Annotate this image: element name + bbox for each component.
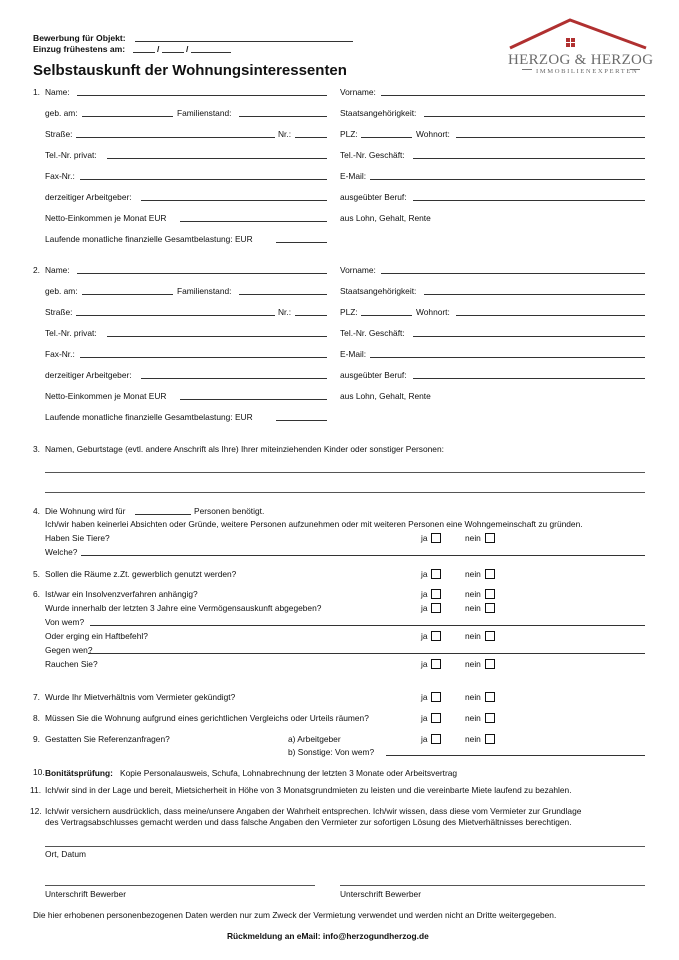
- contact-email: Rückmeldung an eMail: info@herzogundherzog.de: [227, 931, 429, 941]
- vorname-label: Vorname:: [340, 87, 376, 97]
- name-label: Name:: [45, 265, 70, 275]
- lohn-label: aus Lohn, Gehalt, Rente: [340, 391, 431, 401]
- einzug-day-field[interactable]: [133, 52, 155, 53]
- rauchen-ja-checkbox[interactable]: [431, 659, 441, 669]
- q3-text: Namen, Geburtstage (evtl. andere Anschrift als Ihre) Ihrer miteinziehenden Kinder oder sonstiger Personen:: [45, 444, 444, 454]
- q9-sonstige-label: b) Sonstige: Von wem?: [288, 747, 375, 757]
- fax-field[interactable]: [80, 179, 327, 180]
- signature-1-line[interactable]: [45, 885, 315, 886]
- privacy-notice: Die hier erhobenen personenbezogenen Daten werden nur zum Zweck der Vermietung verwendet und werden nicht an Dritte weitergegeben.: [33, 910, 557, 920]
- familienstand-field[interactable]: [239, 116, 327, 117]
- nr-field[interactable]: [295, 315, 327, 316]
- q9-arbeitgeber-label: a) Arbeitgeber: [288, 734, 341, 744]
- vorname-label: Vorname:: [340, 265, 376, 275]
- q5-text: Sollen die Räume z.Zt. gewerblich genutzt werden?: [45, 569, 237, 579]
- vonwem-field[interactable]: [90, 625, 645, 626]
- plz-field[interactable]: [361, 315, 412, 316]
- vermoegen-ja-checkbox[interactable]: [431, 603, 441, 613]
- tel-geschaeft-label: Tel.-Nr. Geschäft:: [340, 150, 405, 160]
- gegenwen-field[interactable]: [88, 653, 645, 654]
- q7-nein-checkbox[interactable]: [485, 692, 495, 702]
- wohnort-label: Wohnort:: [416, 129, 450, 139]
- section-number-7: 7.: [33, 692, 40, 702]
- fax-field[interactable]: [80, 357, 327, 358]
- familienstand-label: Familienstand:: [177, 286, 232, 296]
- q5-ja-checkbox[interactable]: [431, 569, 441, 579]
- belastung-field[interactable]: [276, 242, 327, 243]
- netto-label: Netto-Einkommen je Monat EUR: [45, 391, 167, 401]
- q11-text: Ich/wir sind in der Lage und bereit, Mietsicherheit in Höhe von 3 Monatsgrundmieten zu leisten und die vereinbarte Miete laufend zu bezahlen.: [45, 785, 572, 795]
- nr-field[interactable]: [295, 137, 327, 138]
- staat-label: Staatsangehörigkeit:: [340, 108, 417, 118]
- section-number-3: 3.: [33, 444, 40, 454]
- q4-text-b: Personen benötigt.: [194, 506, 265, 516]
- staat-field[interactable]: [424, 116, 645, 117]
- wohnort-label: Wohnort:: [416, 307, 450, 317]
- signature-1-label: Unterschrift Bewerber: [45, 889, 126, 899]
- signature-2-label: Unterschrift Bewerber: [340, 889, 421, 899]
- familienstand-label: Familienstand:: [177, 108, 232, 118]
- insolvenz-ja-checkbox[interactable]: [431, 589, 441, 599]
- section-number-9: 9.: [33, 734, 40, 744]
- ja-label: ja: [421, 692, 428, 702]
- section-number-11: 11.: [30, 785, 42, 795]
- q4-persons-field[interactable]: [135, 514, 191, 515]
- belastung-label: Laufende monatliche finanzielle Gesamtbelastung: EUR: [45, 412, 253, 422]
- q3-line-2[interactable]: [45, 492, 645, 493]
- q9-nein-checkbox[interactable]: [485, 734, 495, 744]
- signature-2-line[interactable]: [340, 885, 645, 886]
- email-field[interactable]: [370, 179, 645, 180]
- strasse-field[interactable]: [76, 315, 275, 316]
- arbeitgeber-label: derzeitiger Arbeitgeber:: [45, 192, 132, 202]
- q10-text: Kopie Personalausweis, Schufa, Lohnabrechnung der letzten 3 Monate oder Arbeitsvertrag: [120, 768, 458, 778]
- q4-welche-label: Welche?: [45, 547, 78, 557]
- q12-line-2: des Vertragsabschlusses gemacht werden und dass falsche Angaben den Vermieter zur sofortigen Lösung des Mietverhältnisses berechtigen.: [45, 817, 572, 827]
- section-number-10: 10.: [33, 767, 45, 777]
- q6-haft-text: Oder erging ein Haftbefehl?: [45, 631, 148, 641]
- q7-text: Wurde Ihr Mietverhältnis vom Vermieter gekündigt?: [45, 692, 236, 702]
- q4-tiere-label: Haben Sie Tiere?: [45, 533, 110, 543]
- nein-label: nein: [465, 734, 481, 744]
- haft-ja-checkbox[interactable]: [431, 631, 441, 641]
- vorname-field[interactable]: [381, 273, 645, 274]
- q6-gegenwen-label: Gegen wen?: [45, 645, 93, 655]
- strasse-label: Straße:: [45, 307, 73, 317]
- section-number-1: 1.: [33, 87, 40, 97]
- familienstand-field[interactable]: [239, 294, 327, 295]
- logo-name: HERZOG & HERZOG: [508, 52, 654, 68]
- tel-privat-label: Tel.-Nr. privat:: [45, 150, 97, 160]
- tel-privat-label: Tel.-Nr. privat:: [45, 328, 97, 338]
- name-field[interactable]: [77, 273, 327, 274]
- plz-label: PLZ:: [340, 307, 358, 317]
- lohn-label: aus Lohn, Gehalt, Rente: [340, 213, 431, 223]
- geb-label: geb. am:: [45, 286, 78, 296]
- nr-label: Nr.:: [278, 307, 292, 317]
- geb-label: geb. am:: [45, 108, 78, 118]
- section-number-2: 2.: [33, 265, 40, 275]
- name-field[interactable]: [77, 95, 327, 96]
- netto-label: Netto-Einkommen je Monat EUR: [45, 213, 167, 223]
- sonstige-field[interactable]: [386, 755, 645, 756]
- section-number-6: 6.: [33, 589, 40, 599]
- arbeitgeber-label: derzeitiger Arbeitgeber:: [45, 370, 132, 380]
- einzug-sep-2: /: [186, 44, 189, 54]
- nein-label: nein: [465, 569, 481, 579]
- einzug-sep-1: /: [157, 44, 160, 54]
- belastung-field[interactable]: [276, 420, 327, 421]
- arbeitgeber-field[interactable]: [141, 378, 327, 379]
- q8-text: Müssen Sie die Wohnung aufgrund eines gerichtlichen Vergleichs oder Urteils räumen?: [45, 713, 369, 723]
- geb-field[interactable]: [82, 116, 173, 117]
- welche-field[interactable]: [81, 555, 645, 556]
- haft-nein-checkbox[interactable]: [485, 631, 495, 641]
- beruf-label: ausgeübter Beruf:: [340, 370, 407, 380]
- q4-text-a: Die Wohnung wird für: [45, 506, 126, 516]
- beruf-field[interactable]: [413, 378, 645, 379]
- q7-ja-checkbox[interactable]: [431, 692, 441, 702]
- section-number-12: 12.: [30, 806, 42, 816]
- nein-label: nein: [465, 589, 481, 599]
- strasse-label: Straße:: [45, 129, 73, 139]
- ja-label: ja: [421, 603, 428, 613]
- page-title: Selbstauskunft der Wohnungsinteressenten: [33, 62, 347, 79]
- q12-line-1: Ich/wir versichern ausdrücklich, dass meine/unsere Angaben der Wahrheit entsprechen. Ich/wir wissen, dass diese vom Vermieter zur Grundlage: [45, 806, 582, 816]
- beruf-field[interactable]: [413, 200, 645, 201]
- tiere-ja-checkbox[interactable]: [431, 533, 441, 543]
- tel-geschaeft-field[interactable]: [413, 158, 645, 159]
- netto-field[interactable]: [180, 399, 327, 400]
- einzug-label: Einzug frühestens am:: [33, 44, 126, 54]
- tiere-nein-checkbox[interactable]: [485, 533, 495, 543]
- q6-vermoegen-text: Wurde innerhalb der letzten 3 Jahre eine Vermögensauskunft abgegeben?: [45, 603, 322, 613]
- logo-rule-left: [522, 69, 532, 70]
- section-number-4: 4.: [33, 506, 40, 516]
- ja-label: ja: [421, 713, 428, 723]
- belastung-label: Laufende monatliche finanzielle Gesamtbelastung: EUR: [45, 234, 253, 244]
- nr-label: Nr.:: [278, 129, 292, 139]
- strasse-field[interactable]: [76, 137, 275, 138]
- rauchen-nein-checkbox[interactable]: [485, 659, 495, 669]
- ja-label: ja: [421, 631, 428, 641]
- section-number-8: 8.: [33, 713, 40, 723]
- logo-rule-right: [630, 69, 640, 70]
- nein-label: nein: [465, 692, 481, 702]
- tel-geschaeft-label: Tel.-Nr. Geschäft:: [340, 328, 405, 338]
- netto-field[interactable]: [180, 221, 327, 222]
- nein-label: nein: [465, 713, 481, 723]
- ja-label: ja: [421, 533, 428, 543]
- plz-field[interactable]: [361, 137, 412, 138]
- q8-ja-checkbox[interactable]: [431, 713, 441, 723]
- tel-geschaeft-field[interactable]: [413, 336, 645, 337]
- bewerbung-field[interactable]: [135, 41, 353, 42]
- arbeitgeber-field[interactable]: [141, 200, 327, 201]
- q9-ja-checkbox[interactable]: [431, 734, 441, 744]
- q5-nein-checkbox[interactable]: [485, 569, 495, 579]
- ja-label: ja: [421, 569, 428, 579]
- email-label: E-Mail:: [340, 349, 367, 359]
- q3-line-1[interactable]: [45, 472, 645, 473]
- staat-label: Staatsangehörigkeit:: [340, 286, 417, 296]
- plz-label: PLZ:: [340, 129, 358, 139]
- nein-label: nein: [465, 603, 481, 613]
- ja-label: ja: [421, 659, 428, 669]
- email-field[interactable]: [370, 357, 645, 358]
- vorname-field[interactable]: [381, 95, 645, 96]
- q9-text: Gestatten Sie Referenzanfragen?: [45, 734, 170, 744]
- tel-privat-field[interactable]: [107, 336, 327, 337]
- ja-label: ja: [421, 589, 428, 599]
- q10-bold: Bonitätsprüfung:: [45, 768, 113, 778]
- fax-label: Fax-Nr.:: [45, 349, 75, 359]
- einzug-year-field[interactable]: [191, 52, 231, 53]
- nein-label: nein: [465, 533, 481, 543]
- q6-insolvenz-text: Ist/war ein Insolvenzverfahren anhängig?: [45, 589, 198, 599]
- ort-datum-label: Ort, Datum: [45, 849, 86, 859]
- wohnort-field[interactable]: [456, 137, 645, 138]
- nein-label: nein: [465, 631, 481, 641]
- q8-nein-checkbox[interactable]: [485, 713, 495, 723]
- einzug-month-field[interactable]: [162, 52, 184, 53]
- section-number-5: 5.: [33, 569, 40, 579]
- nein-label: nein: [465, 659, 481, 669]
- q6-rauchen-text: Rauchen Sie?: [45, 659, 98, 669]
- q4-text-c: Ich/wir haben keinerlei Absichten oder Gründe, weitere Personen aufzunehmen oder mit weiteren Personen eine Wohngemeinschaft zu gründen.: [45, 519, 583, 529]
- ja-label: ja: [421, 734, 428, 744]
- vermoegen-nein-checkbox[interactable]: [485, 603, 495, 613]
- insolvenz-nein-checkbox[interactable]: [485, 589, 495, 599]
- geb-field[interactable]: [82, 294, 173, 295]
- logo-tagline: IMMOBILIENEXPERTEN: [536, 68, 639, 75]
- beruf-label: ausgeübter Beruf:: [340, 192, 407, 202]
- q6-vonwem-label: Von wem?: [45, 617, 85, 627]
- name-label: Name:: [45, 87, 70, 97]
- house-roof-icon: [508, 16, 648, 52]
- tel-privat-field[interactable]: [107, 158, 327, 159]
- bewerbung-label: Bewerbung für Objekt:: [33, 33, 126, 43]
- staat-field[interactable]: [424, 294, 645, 295]
- wohnort-field[interactable]: [456, 315, 645, 316]
- ort-datum-line[interactable]: [45, 846, 645, 847]
- fax-label: Fax-Nr.:: [45, 171, 75, 181]
- email-label: E-Mail:: [340, 171, 367, 181]
